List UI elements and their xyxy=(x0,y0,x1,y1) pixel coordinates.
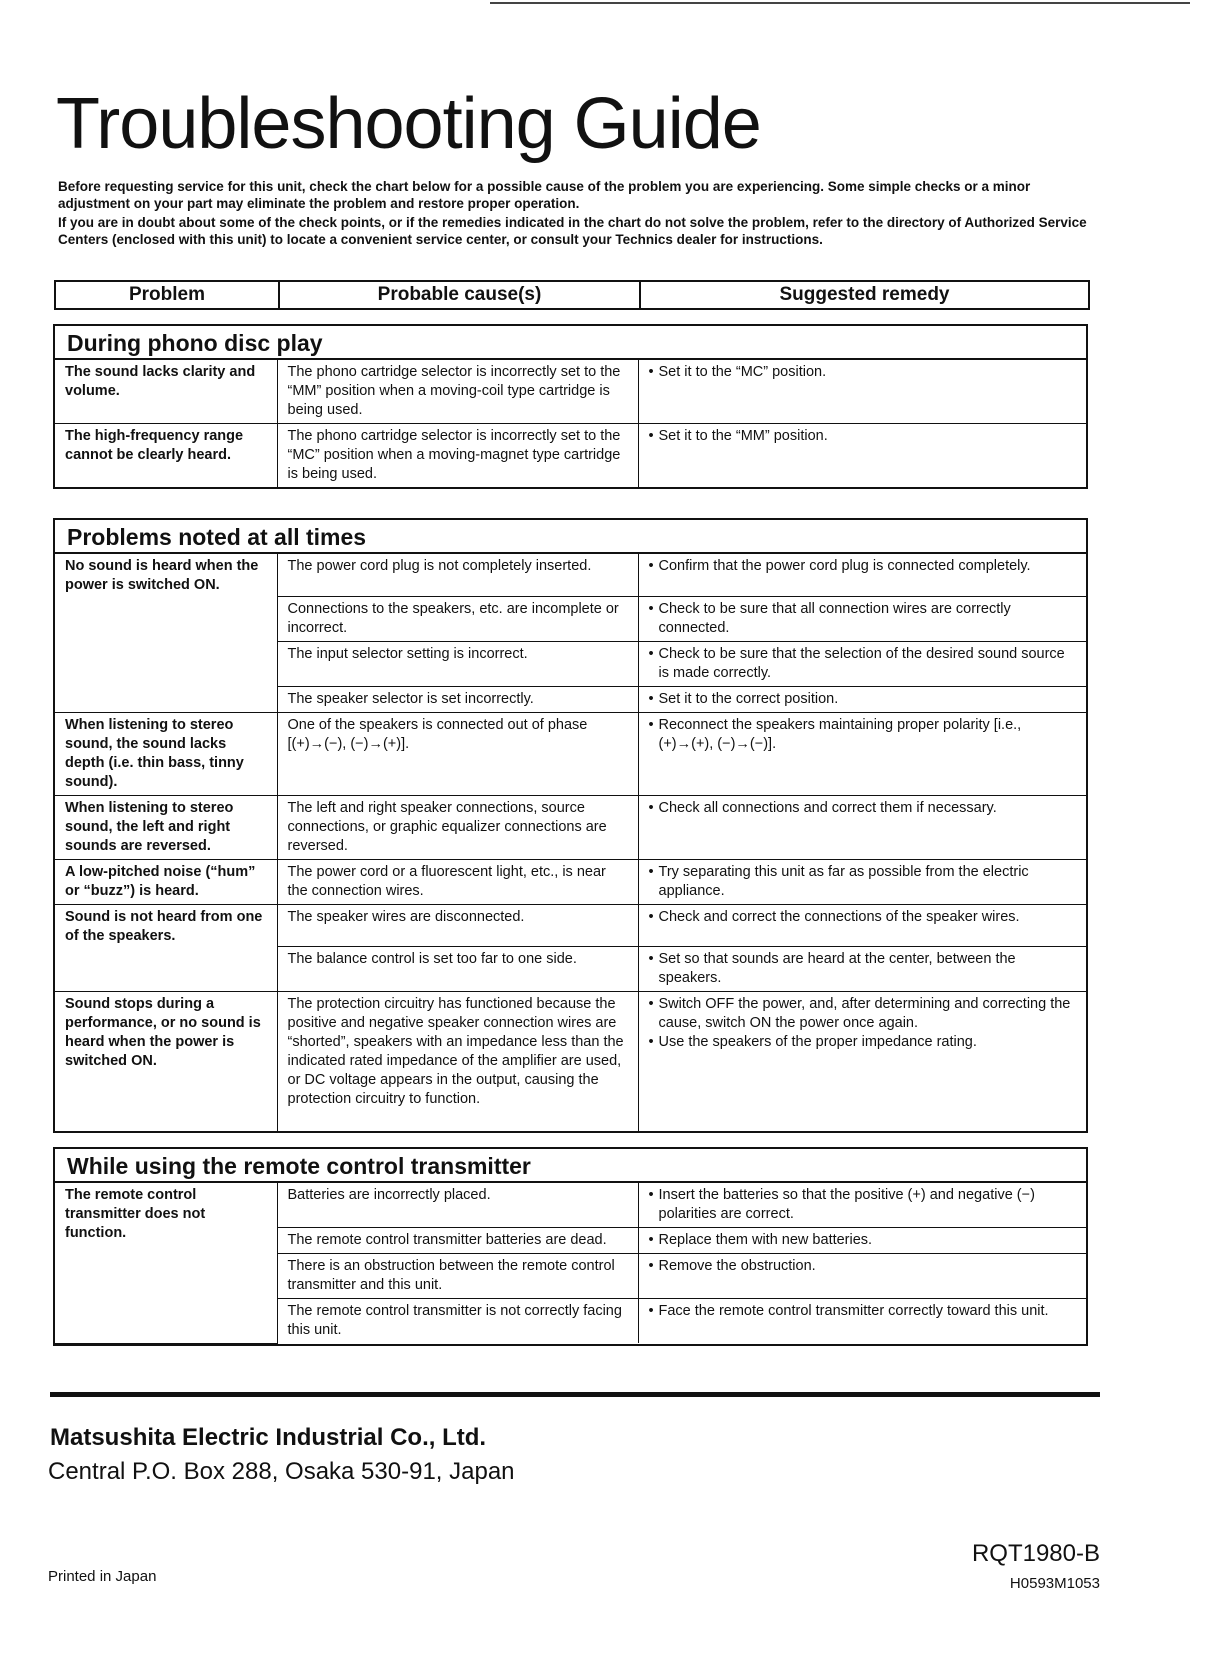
remedy-text: Set it to the “MC” position. xyxy=(658,364,827,380)
table-row xyxy=(55,904,1086,946)
remedy-cell xyxy=(638,1183,1086,1228)
bullet-icon: • xyxy=(648,1303,654,1319)
problem-cell: The high-frequency range cannot be clearly heard. xyxy=(55,424,277,488)
section-title: Problems noted at all times xyxy=(55,520,1086,554)
remedy-text: Remove the obstruction. xyxy=(658,1258,816,1274)
problem-cell: The remote control transmitter does not function. xyxy=(55,1183,277,1343)
bullet-icon: • xyxy=(648,364,654,380)
cause-cell: Connections to the speakers, etc. are incomplete or incorrect. xyxy=(277,596,638,641)
printed-in: Printed in Japan xyxy=(48,1568,157,1585)
bullet-icon: • xyxy=(648,1033,654,1050)
remedy-cell xyxy=(638,712,1086,795)
troubleshooting-table xyxy=(55,360,1086,487)
problem-cell: When listening to stereo sound, the left and right sounds are reversed. xyxy=(55,795,277,859)
table-row xyxy=(55,554,1086,596)
remedy-text: Set it to the correct position. xyxy=(658,690,839,707)
cause-cell: The power cord plug is not completely inserted. xyxy=(277,554,638,596)
section-remote xyxy=(53,1147,1088,1346)
remedy-text: Set so that sounds are heard at the center, between the speakers. xyxy=(658,950,1016,986)
header-cause: Probable cause(s) xyxy=(280,282,641,308)
cause-cell: The phono cartridge selector is incorrectly set to the “MC” position when a moving-magnet type cartridge is being used. xyxy=(277,424,638,488)
cause-cell: The speaker wires are disconnected. xyxy=(277,904,638,946)
cause-cell: The power cord or a fluorescent light, etc., is near the connection wires. xyxy=(277,859,638,904)
bullet-icon: • xyxy=(648,1232,654,1248)
remedy-text: Check and correct the connections of the speaker wires. xyxy=(658,908,1020,925)
table-row xyxy=(55,424,1086,488)
bullet-icon: • xyxy=(648,558,654,574)
bullet-icon: • xyxy=(648,600,654,617)
section-title: While using the remote control transmitter xyxy=(55,1149,1086,1183)
cause-cell: The phono cartridge selector is incorrectly set to the “MM” position when a moving-coil type cartridge is being used. xyxy=(277,360,638,424)
remedy-cell xyxy=(638,596,1086,641)
remedy-text: Try separating this unit as far as possible from the electric appliance. xyxy=(658,863,1029,899)
remedy-cell xyxy=(638,1254,1086,1299)
remedy-cell xyxy=(638,1299,1086,1344)
problem-cell: When listening to stereo sound, the sound lacks depth (i.e. thin bass, tinny sound). xyxy=(55,712,277,795)
remedy-cell xyxy=(638,991,1086,1131)
remedy-text: Face the remote control transmitter correctly toward this unit. xyxy=(658,1303,1049,1319)
remedy-text: Check all connections and correct them if necessary. xyxy=(658,799,997,816)
company-address: Central P.O. Box 288, Osaka 530-91, Japan xyxy=(48,1458,515,1485)
remedy-cell xyxy=(638,859,1086,904)
table-row xyxy=(55,991,1086,1131)
column-header-row xyxy=(54,280,1090,310)
intro-paragraph-1: Before requesting service for this unit, check the chart below for a possible cause of the problem you are experiencing. Some simple checks or a minor adjustment on your part may eliminate the problem and restore proper operation. xyxy=(58,179,1031,211)
problem-cell: Sound is not heard from one of the speakers. xyxy=(55,904,277,991)
model-number: RQT1980-B xyxy=(971,1540,1100,1567)
company-name: Matsushita Electric Industrial Co., Ltd. xyxy=(50,1424,487,1451)
remedy-text: Replace them with new batteries. xyxy=(658,1232,873,1248)
remedy-cell xyxy=(638,554,1086,596)
header-remedy: Suggested remedy xyxy=(779,284,950,305)
remedy-cell xyxy=(638,686,1086,712)
cause-cell: The remote control transmitter batteries are dead. xyxy=(277,1228,638,1254)
remedy-text: Reconnect the speakers maintaining proper polarity [i.e., (+)→(+), (−)→(−)]. xyxy=(658,716,1022,752)
cause-cell: The speaker selector is set incorrectly. xyxy=(277,686,638,712)
troubleshooting-table xyxy=(55,554,1086,1131)
remedy-cell xyxy=(638,904,1086,946)
problem-cell: The sound lacks clarity and volume. xyxy=(55,360,277,424)
bullet-icon: • xyxy=(648,645,654,662)
cause-cell: The balance control is set too far to one side. xyxy=(277,946,638,991)
table-row xyxy=(55,1183,1086,1228)
table-row xyxy=(55,859,1086,904)
bullet-icon: • xyxy=(648,908,654,925)
print-code: H0593M1053 xyxy=(1009,1575,1100,1592)
remedy-text: Check to be sure that all connection wires are correctly connected. xyxy=(658,600,1011,636)
table-row xyxy=(55,712,1086,795)
page-title: Troubleshooting Guide xyxy=(56,84,761,164)
bullet-icon: • xyxy=(648,863,654,880)
table-row xyxy=(55,795,1086,859)
bullet-icon: • xyxy=(648,950,654,967)
remedy-cell xyxy=(638,424,1086,488)
bullet-icon: • xyxy=(648,690,654,707)
remedy-text: Check to be sure that the selection of the desired sound source is made correctly. xyxy=(658,645,1065,681)
remedy-cell xyxy=(638,360,1086,424)
remedy-text: Insert the batteries so that the positive (+) and negative (−) polarities are correct. xyxy=(658,1187,1035,1222)
bullet-icon: • xyxy=(648,799,654,816)
troubleshooting-table xyxy=(55,1183,1086,1344)
cause-cell: The remote control transmitter is not correctly facing this unit. xyxy=(277,1299,638,1344)
intro-text xyxy=(58,178,1098,250)
remedy-cell xyxy=(638,641,1086,686)
footer-rule xyxy=(50,1392,1100,1397)
intro-paragraph-2: If you are in doubt about some of the check points, or if the remedies indicated in the chart do not solve the problem, refer to the directory of Authorized Service Centers (enclosed with this unit) to locate a convenient service center, or consult your Technics dealer for instructions. xyxy=(58,215,1087,247)
bullet-icon: • xyxy=(648,1187,654,1203)
header-problem: Problem xyxy=(56,282,280,308)
cause-cell: There is an obstruction between the remote control transmitter and this unit. xyxy=(277,1254,638,1299)
remedy-cell xyxy=(638,795,1086,859)
top-rule xyxy=(490,2,1190,4)
section-title: During phono disc play xyxy=(55,326,1086,360)
bullet-icon: • xyxy=(648,1258,654,1274)
section-all-times xyxy=(53,518,1088,1133)
problem-cell: Sound stops during a performance, or no sound is heard when the power is switched ON. xyxy=(55,991,277,1131)
section-phono xyxy=(53,324,1088,489)
bullet-icon: • xyxy=(648,995,654,1012)
cause-cell: Batteries are incorrectly placed. xyxy=(277,1183,638,1228)
remedy-text: Set it to the “MM” position. xyxy=(658,428,828,444)
remedy-cell xyxy=(638,946,1086,991)
bullet-icon: • xyxy=(648,716,654,733)
cause-cell: The protection circuitry has functioned because the positive and negative speaker connection wires are “shorted”, speakers with an impedance less than the indicated rated impedance of the amplifier are used, or DC voltage appears in the output, causing the protection circuitry to function. xyxy=(277,991,638,1131)
remedy-text: Use the speakers of the proper impedance rating. xyxy=(658,1033,977,1050)
remedy-text: Switch OFF the power, and, after determining and correcting the cause, switch ON the power once again. xyxy=(658,995,1071,1031)
problem-cell: A low-pitched noise (“hum” or “buzz”) is heard. xyxy=(55,859,277,904)
remedy-cell xyxy=(638,1228,1086,1254)
table-row xyxy=(55,360,1086,424)
remedy-text: Confirm that the power cord plug is connected completely. xyxy=(658,558,1031,574)
cause-cell: The left and right speaker connections, source connections, or graphic equalizer connections are reversed. xyxy=(277,795,638,859)
problem-cell: No sound is heard when the power is switched ON. xyxy=(55,554,277,712)
cause-cell: The input selector setting is incorrect. xyxy=(277,641,638,686)
cause-cell: One of the speakers is connected out of phase [(+)→(−), (−)→(+)]. xyxy=(277,712,638,795)
bullet-icon: • xyxy=(648,428,654,444)
